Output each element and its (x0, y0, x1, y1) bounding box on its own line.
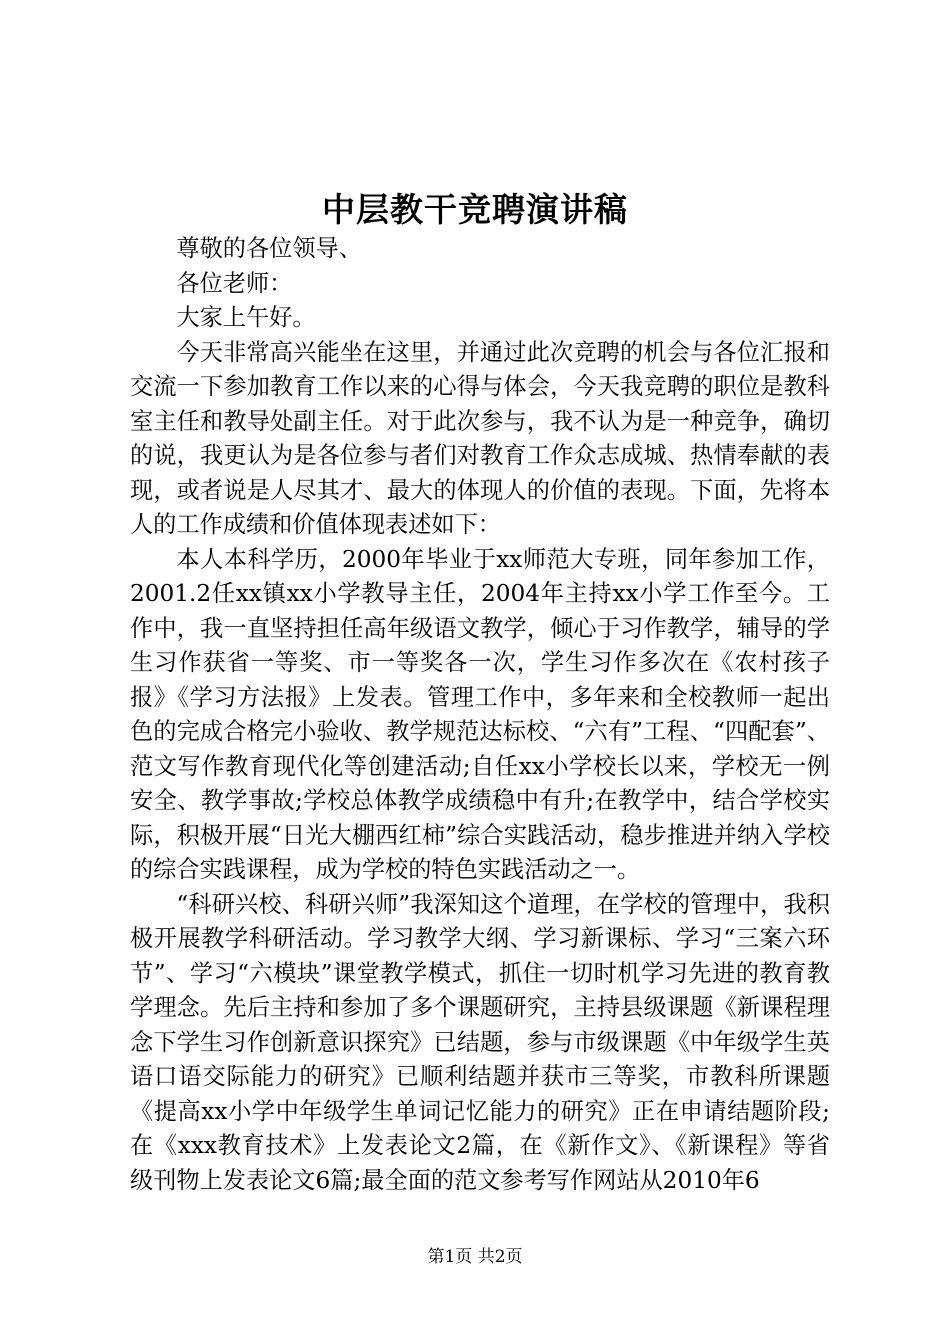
salutation-leaders: 尊敬的各位领导、 (176, 235, 362, 262)
page-number-footer: 第1页 共2页 (427, 1247, 523, 1267)
document-title: 中层教干竞聘演讲稿 (322, 190, 628, 229)
body-paragraph: 今天非常高兴能坐在这里，并通过此次竞聘的机会与各位汇报和交流一下参加教育工作以来的心得与体会，今天我竞聘的职位是教科室主任和教导处副主任。对于此次参与，我不认为是一种竞争，确切的说，我更认为是各位参与者们对教育工作众志成城、热情奉献的表现，或者说是人尽其才、最大的体现人的价值的表现。下面，先将本人的工作成绩和价值体现表述如下： (130, 338, 830, 538)
body-paragraph: “科研兴校、科研兴师”我深知这个道理，在学校的管理中，我积极开展教学科研活动。学习教学大纲、学习新课标、学习“三案六环节”、学习“六模块”课堂教学模式，抓住一切时机学习先进的教育教学理念。先后主持和参加了多个课题研究，主持县级课题《新课程理念下学生习作创新意识探究》已结题，参与市级课题《中年级学生英语口语交际能力的研究》已顺利结题并获市三等奖，市教科所课题《提高xx小学中年级学生单词记忆能力的研究》正在申请结题阶段;在《xxx教育技术》上发表论文2篇，在《新作文》、《新课程》等省级刊物上发表论文6篇;最全面的范文参考写作网站从2010年6 (130, 890, 830, 1194)
greeting: 大家上午好。 (176, 304, 316, 331)
salutation-teachers: 各位老师： (176, 269, 293, 297)
body-paragraph: 本人本科学历，2000年毕业于xx师范大专班，同年参加工作，2001.2任xx镇xx小学教导主任，2004年主持xx小学工作至今。工作中，我一直坚持担任高年级语文教学，倾心于习作教学，辅导的学生习作获省一等奖、市一等奖各一次，学生习作多次在《农村孩子报》《学习方法报》上发表。管理工作中，多年来和全校教师一起出色的完成合格完小验收、教学规范达标校、“六有”工程、“四配套”、范文写作教育现代化等创建活动;自任xx小学校长以来，学校无一例安全、教学事故;学校总体教学成绩稳中有升;在教学中，结合学校实际，积极开展“日光大棚西红柿”综合实践活动，稳步推进并纳入学校的综合实践课程，成为学校的特色实践活动之一。 (130, 545, 830, 883)
document-body (130, 232, 830, 1198)
